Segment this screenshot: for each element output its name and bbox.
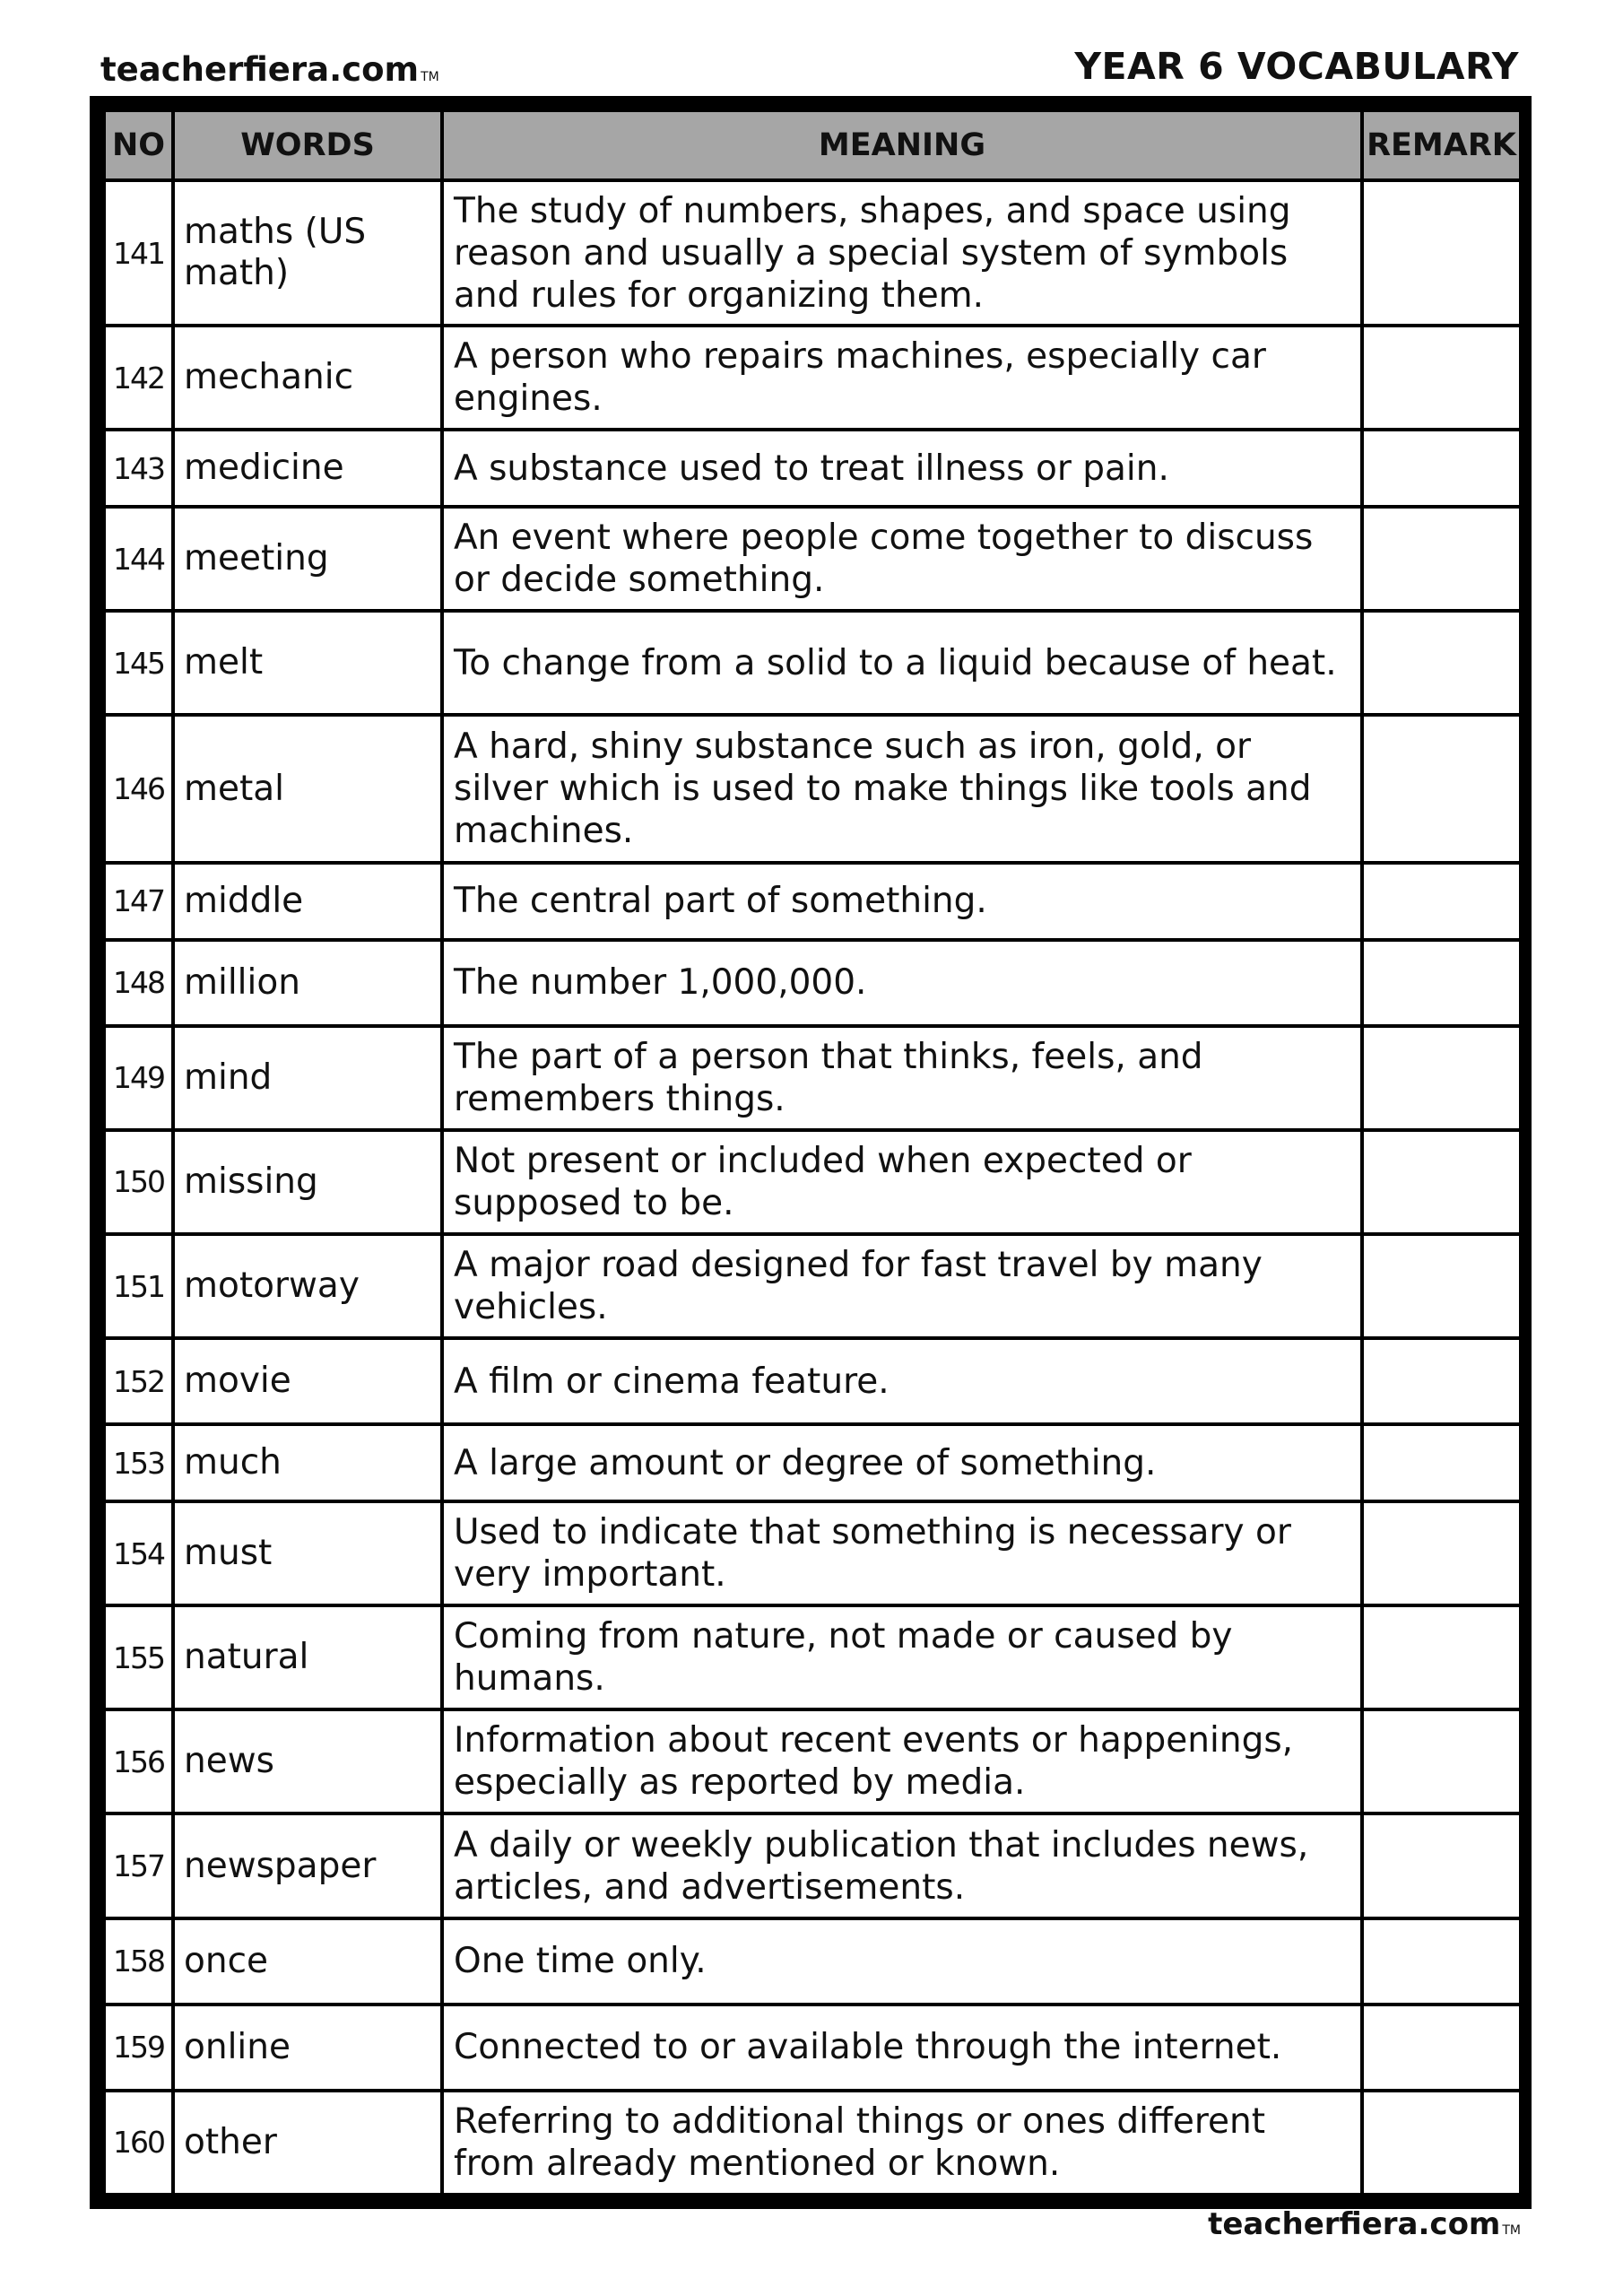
cell-remark[interactable]	[1362, 1234, 1521, 1338]
brand-top-trademark: TM	[421, 70, 439, 84]
table-row	[104, 507, 1521, 611]
cell-no: 157	[104, 1813, 173, 1918]
cell-word: movie	[173, 1338, 442, 1424]
cell-remark[interactable]	[1362, 1709, 1521, 1813]
cell-word: mechanic	[173, 326, 442, 430]
table-row	[104, 1501, 1521, 1605]
page-title: YEAR 6 VOCABULARY	[1074, 45, 1519, 88]
cell-word: medicine	[173, 430, 442, 507]
cell-word: natural	[173, 1605, 442, 1709]
table-row	[104, 1605, 1521, 1709]
cell-meaning: Referring to additional things or ones different from already mentioned or known.	[442, 2091, 1362, 2195]
brand-bottom-trademark: TM	[1502, 2223, 1521, 2238]
cell-remark[interactable]	[1362, 430, 1521, 507]
cell-meaning: Coming from nature, not made or caused by humans.	[442, 1605, 1362, 1709]
cell-word: middle	[173, 863, 442, 940]
cell-word: meeting	[173, 507, 442, 611]
cell-meaning: A hard, shiny substance such as iron, gold, or silver which is used to make things like tools and machines.	[442, 715, 1362, 862]
cell-no: 145	[104, 611, 173, 715]
cell-remark[interactable]	[1362, 1605, 1521, 1709]
cell-meaning: A large amount or degree of something.	[442, 1424, 1362, 1501]
cell-remark[interactable]	[1362, 180, 1521, 326]
table-row	[104, 1918, 1521, 2005]
cell-meaning: Information about recent events or happenings, especially as reported by media.	[442, 1709, 1362, 1813]
cell-no: 149	[104, 1026, 173, 1130]
brand-bottom	[1208, 2206, 1521, 2242]
cell-remark[interactable]	[1362, 715, 1521, 862]
cell-no: 141	[104, 180, 173, 326]
cell-meaning: The central part of something.	[442, 863, 1362, 940]
header-row	[104, 110, 1521, 180]
cell-no: 154	[104, 1501, 173, 1605]
table-row	[104, 2091, 1521, 2195]
cell-meaning: A daily or weekly publication that includes news, articles, and advertisements.	[442, 1813, 1362, 1918]
cell-word: maths (US math)	[173, 180, 442, 326]
cell-no: 156	[104, 1709, 173, 1813]
cell-meaning: To change from a solid to a liquid because of heat.	[442, 611, 1362, 715]
cell-remark[interactable]	[1362, 1338, 1521, 1424]
table-row	[104, 2005, 1521, 2091]
cell-remark[interactable]	[1362, 1424, 1521, 1501]
cell-remark[interactable]	[1362, 940, 1521, 1026]
cell-remark[interactable]	[1362, 1130, 1521, 1234]
cell-word: newspaper	[173, 1813, 442, 1918]
cell-word: much	[173, 1424, 442, 1501]
cell-no: 143	[104, 430, 173, 507]
table-row	[104, 1709, 1521, 1813]
cell-remark[interactable]	[1362, 863, 1521, 940]
cell-no: 146	[104, 715, 173, 862]
cell-word: motorway	[173, 1234, 442, 1338]
column-header-no: NO	[104, 110, 173, 180]
table-row	[104, 1338, 1521, 1424]
cell-meaning: The study of numbers, shapes, and space using reason and usually a special system of symbols and rules for organizing them.	[442, 180, 1362, 326]
cell-no: 150	[104, 1130, 173, 1234]
brand-top	[100, 50, 439, 89]
table-row	[104, 863, 1521, 940]
cell-remark[interactable]	[1362, 326, 1521, 430]
cell-meaning: A major road designed for fast travel by many vehicles.	[442, 1234, 1362, 1338]
cell-meaning: A substance used to treat illness or pain.	[442, 430, 1362, 507]
column-header-remark: REMARK	[1362, 110, 1521, 180]
cell-remark[interactable]	[1362, 1026, 1521, 1130]
table-row	[104, 180, 1521, 326]
cell-no: 155	[104, 1605, 173, 1709]
vocabulary-sheet	[90, 96, 1532, 2209]
cell-word: missing	[173, 1130, 442, 1234]
cell-word: online	[173, 2005, 442, 2091]
cell-no: 151	[104, 1234, 173, 1338]
table-row	[104, 430, 1521, 507]
table-row	[104, 1026, 1521, 1130]
brand-top-text: teacherfiera.com	[100, 50, 420, 89]
table-row	[104, 940, 1521, 1026]
cell-remark[interactable]	[1362, 2005, 1521, 2091]
cell-no: 159	[104, 2005, 173, 2091]
cell-no: 152	[104, 1338, 173, 1424]
column-header-meaning: MEANING	[442, 110, 1362, 180]
cell-remark[interactable]	[1362, 2091, 1521, 2195]
cell-word: must	[173, 1501, 442, 1605]
cell-remark[interactable]	[1362, 1813, 1521, 1918]
cell-word: other	[173, 2091, 442, 2195]
table-row	[104, 1234, 1521, 1338]
cell-meaning: Not present or included when expected or supposed to be.	[442, 1130, 1362, 1234]
cell-meaning: Connected to or available through the internet.	[442, 2005, 1362, 2091]
cell-meaning: A person who repairs machines, especially car engines.	[442, 326, 1362, 430]
cell-meaning: The number 1,000,000.	[442, 940, 1362, 1026]
cell-no: 153	[104, 1424, 173, 1501]
cell-meaning: One time only.	[442, 1918, 1362, 2005]
cell-meaning: The part of a person that thinks, feels, and remembers things.	[442, 1026, 1362, 1130]
table-row	[104, 1813, 1521, 1918]
cell-meaning: A film or cinema feature.	[442, 1338, 1362, 1424]
cell-meaning: Used to indicate that something is necessary or very important.	[442, 1501, 1362, 1605]
cell-no: 160	[104, 2091, 173, 2195]
cell-no: 158	[104, 1918, 173, 2005]
cell-word: once	[173, 1918, 442, 2005]
cell-word: metal	[173, 715, 442, 862]
column-header-words: WORDS	[173, 110, 442, 180]
cell-no: 142	[104, 326, 173, 430]
cell-remark[interactable]	[1362, 1501, 1521, 1605]
table-row	[104, 1130, 1521, 1234]
brand-bottom-text: teacherfiera.com	[1208, 2206, 1501, 2242]
cell-remark[interactable]	[1362, 611, 1521, 715]
table-row	[104, 1424, 1521, 1501]
cell-remark[interactable]	[1362, 1918, 1521, 2005]
cell-word: melt	[173, 611, 442, 715]
cell-remark[interactable]	[1362, 507, 1521, 611]
table-row	[104, 611, 1521, 715]
cell-word: million	[173, 940, 442, 1026]
vocabulary-table	[102, 109, 1523, 2196]
cell-no: 144	[104, 507, 173, 611]
cell-word: mind	[173, 1026, 442, 1130]
cell-meaning: An event where people come together to discuss or decide something.	[442, 507, 1362, 611]
table-row	[104, 326, 1521, 430]
cell-no: 147	[104, 863, 173, 940]
cell-word: news	[173, 1709, 442, 1813]
cell-no: 148	[104, 940, 173, 1026]
table-row	[104, 715, 1521, 862]
